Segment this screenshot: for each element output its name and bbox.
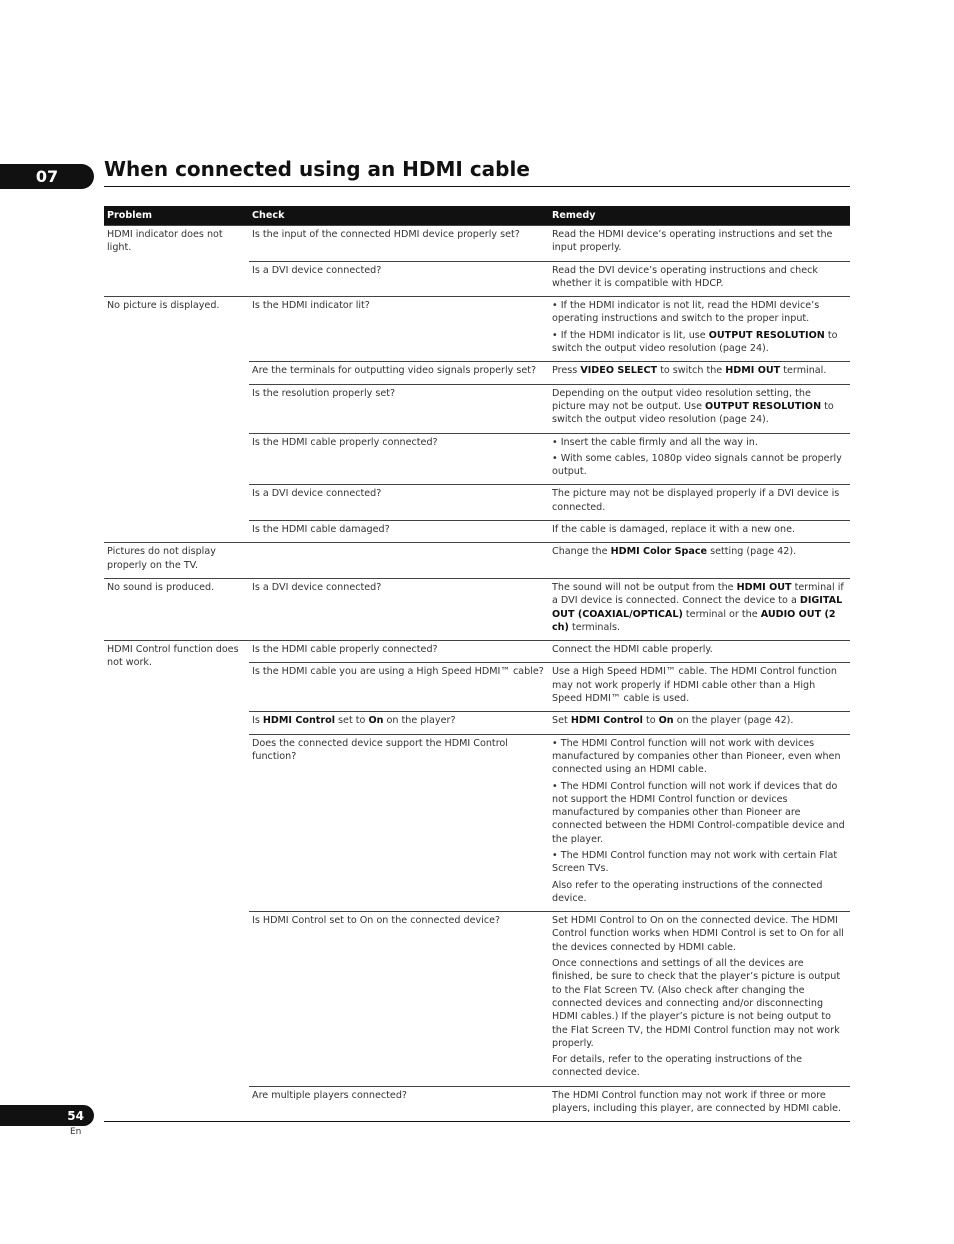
remedy-text: • The HDMI Control function will not work if devices that do not support the HDMI Control function or devices manufactured by companies other than Pioneer are connected between the HDMI Control-compatible device and the player. xyxy=(552,780,845,845)
page-language: En xyxy=(70,1127,82,1137)
remedy-cell xyxy=(549,433,850,485)
remedy-cell xyxy=(549,641,850,663)
remedy-text: Use a High Speed HDMI™ cable. The HDMI Control function may not work properly if HDMI cable other than a High Speed HDMI™ cable is used. xyxy=(552,666,837,705)
column-header-remedy: Remedy xyxy=(549,206,850,226)
remedy-cell xyxy=(549,663,850,712)
remedy-text: Read the HDMI device’s operating instructions and set the input properly. xyxy=(552,229,833,254)
remedy-text: If the cable is damaged, replace it with a new one. xyxy=(552,524,796,536)
remedy-text: Depending on the output video resolution setting, the picture may not be output. Use OUTPUT RESOLUTION to switch the output video resolution (page 24). xyxy=(552,387,834,426)
problem-cell: HDMI indicator does not light. xyxy=(104,226,249,297)
check-cell: Is HDMI Control set to On on the player? xyxy=(249,712,549,734)
table-row xyxy=(104,226,850,262)
remedy-text: • The HDMI Control function will not work with devices manufactured by companies other than Pioneer, even when connected using an HDMI cable. xyxy=(552,737,841,776)
check-cell: Is the resolution properly set? xyxy=(249,384,549,433)
remedy-cell xyxy=(549,734,850,912)
title-rule xyxy=(104,186,850,187)
remedy-text: Connect the HDMI cable properly. xyxy=(552,644,713,656)
bold-term: AUDIO OUT (2 ch) xyxy=(552,608,836,633)
remedy-text: For details, refer to the operating instructions of the connected device. xyxy=(552,1054,803,1079)
check-cell: Is a DVI device connected? xyxy=(249,261,549,297)
column-header-problem: Problem xyxy=(104,206,249,226)
remedy-cell xyxy=(549,521,850,543)
remedy-text: Once connections and settings of all the devices are finished, be sure to check that the player’s picture is output to the Flat Screen TV. (Also check after changing the connected devices and connecting and/or disconnecting HDMI cables.) If the player’s picture is not being output to the Flat Screen TV, the HDMI Control function may not work properly. xyxy=(552,958,841,1049)
remedy-cell xyxy=(549,297,850,362)
remedy-cell xyxy=(549,362,850,384)
bold-term: OUTPUT RESOLUTION xyxy=(705,400,822,412)
remedy-text: • Insert the cable firmly and all the way in. xyxy=(552,436,758,448)
remedy-text: The HDMI Control function may not work if three or more players, including this player, are connected by HDMI cable. xyxy=(552,1089,842,1115)
page-number-tab: 54 xyxy=(0,1105,94,1126)
check-cell: Is the HDMI cable you are using a High Speed HDMI™ cable? xyxy=(249,663,549,712)
check-cell: Is the input of the connected HDMI device properly set? xyxy=(249,226,549,262)
remedy-cell xyxy=(549,226,850,262)
bold-term: DIGITAL OUT (COAXIAL/OPTICAL) xyxy=(552,595,843,620)
bold-term: OUTPUT RESOLUTION xyxy=(708,329,825,341)
check-cell: Is a DVI device connected? xyxy=(249,485,549,521)
bold-term: On xyxy=(368,715,384,727)
remedy-cell xyxy=(549,543,850,579)
table-row xyxy=(104,297,850,362)
remedy-text: • The HDMI Control function may not work with certain Flat Screen TVs. xyxy=(552,849,838,875)
check-cell: Is the HDMI indicator lit? xyxy=(249,297,549,362)
remedy-cell xyxy=(549,578,850,640)
remedy-text: Press VIDEO SELECT to switch the HDMI OUT terminal. xyxy=(552,365,827,377)
table-header-row xyxy=(104,206,850,226)
bold-term: On xyxy=(658,715,674,727)
remedy-text: Set HDMI Control to On on the player (page 42). xyxy=(552,715,794,727)
remedy-text: • If the HDMI indicator is not lit, read the HDMI device’s operating instructions and switch to the proper input. xyxy=(552,300,820,325)
remedy-text: Read the DVI device’s operating instructions and check whether it is compatible with HDCP. xyxy=(552,264,818,289)
check-cell: Is the HDMI cable properly connected? xyxy=(249,641,549,663)
check-cell: Are the terminals for outputting video signals properly set? xyxy=(249,362,549,384)
check-cell: Is HDMI Control set to On on the connected device? xyxy=(249,912,549,1087)
bold-term: HDMI Control xyxy=(262,715,335,727)
table-row xyxy=(104,578,850,640)
check-cell: Is the HDMI cable properly connected? xyxy=(249,433,549,485)
problem-cell: No sound is produced. xyxy=(104,578,249,640)
bold-term: VIDEO SELECT xyxy=(580,365,658,377)
bold-term: HDMI Control xyxy=(570,715,643,727)
check-cell xyxy=(249,543,549,579)
remedy-text: The picture may not be displayed properly if a DVI device is connected. xyxy=(552,488,840,513)
problem-cell: Pictures do not display properly on the TV. xyxy=(104,543,249,579)
bold-term: HDMI OUT xyxy=(736,581,792,593)
remedy-cell xyxy=(549,1086,850,1122)
remedy-text: Set HDMI Control to On on the connected device. The HDMI Control function works when HDMI Control is set to On for all the devices connected by HDMI cable. xyxy=(552,915,844,953)
remedy-text: • With some cables, 1080p video signals cannot be properly output. xyxy=(552,452,842,478)
troubleshooting-table xyxy=(104,206,850,1122)
column-header-check: Check xyxy=(249,206,549,226)
problem-cell: No picture is displayed. xyxy=(104,297,249,543)
remedy-cell xyxy=(549,912,850,1087)
table-body xyxy=(104,226,850,1122)
bold-term: HDMI OUT xyxy=(725,365,781,377)
remedy-text: Also refer to the operating instructions of the connected device. xyxy=(552,879,823,904)
remedy-cell xyxy=(549,712,850,734)
remedy-text: Change the HDMI Color Space setting (page 42). xyxy=(552,546,797,558)
remedy-text: The sound will not be output from the HDMI OUT terminal if a DVI device is connected. Connect the device to a DIGITAL OUT (COAXIAL/OPTICAL) terminal or the AUDIO OUT (2 ch) terminals. xyxy=(552,581,844,633)
check-cell: Does the connected device support the HDMI Control function? xyxy=(249,734,549,912)
check-cell: Are multiple players connected? xyxy=(249,1086,549,1122)
table-row xyxy=(104,641,850,663)
bold-term: HDMI Color Space xyxy=(610,546,708,558)
remedy-text: • If the HDMI indicator is lit, use OUTPUT RESOLUTION to switch the output video resolution (page 24). xyxy=(552,329,838,355)
section-title: When connected using an HDMI cable xyxy=(104,157,530,181)
check-cell: Is a DVI device connected? xyxy=(249,578,549,640)
problem-cell: HDMI Control function does not work. xyxy=(104,641,249,1122)
remedy-cell xyxy=(549,261,850,297)
remedy-cell xyxy=(549,384,850,433)
table-row xyxy=(104,543,850,579)
check-cell: Is the HDMI cable damaged? xyxy=(249,521,549,543)
remedy-cell xyxy=(549,485,850,521)
chapter-number-tab: 07 xyxy=(0,164,94,189)
